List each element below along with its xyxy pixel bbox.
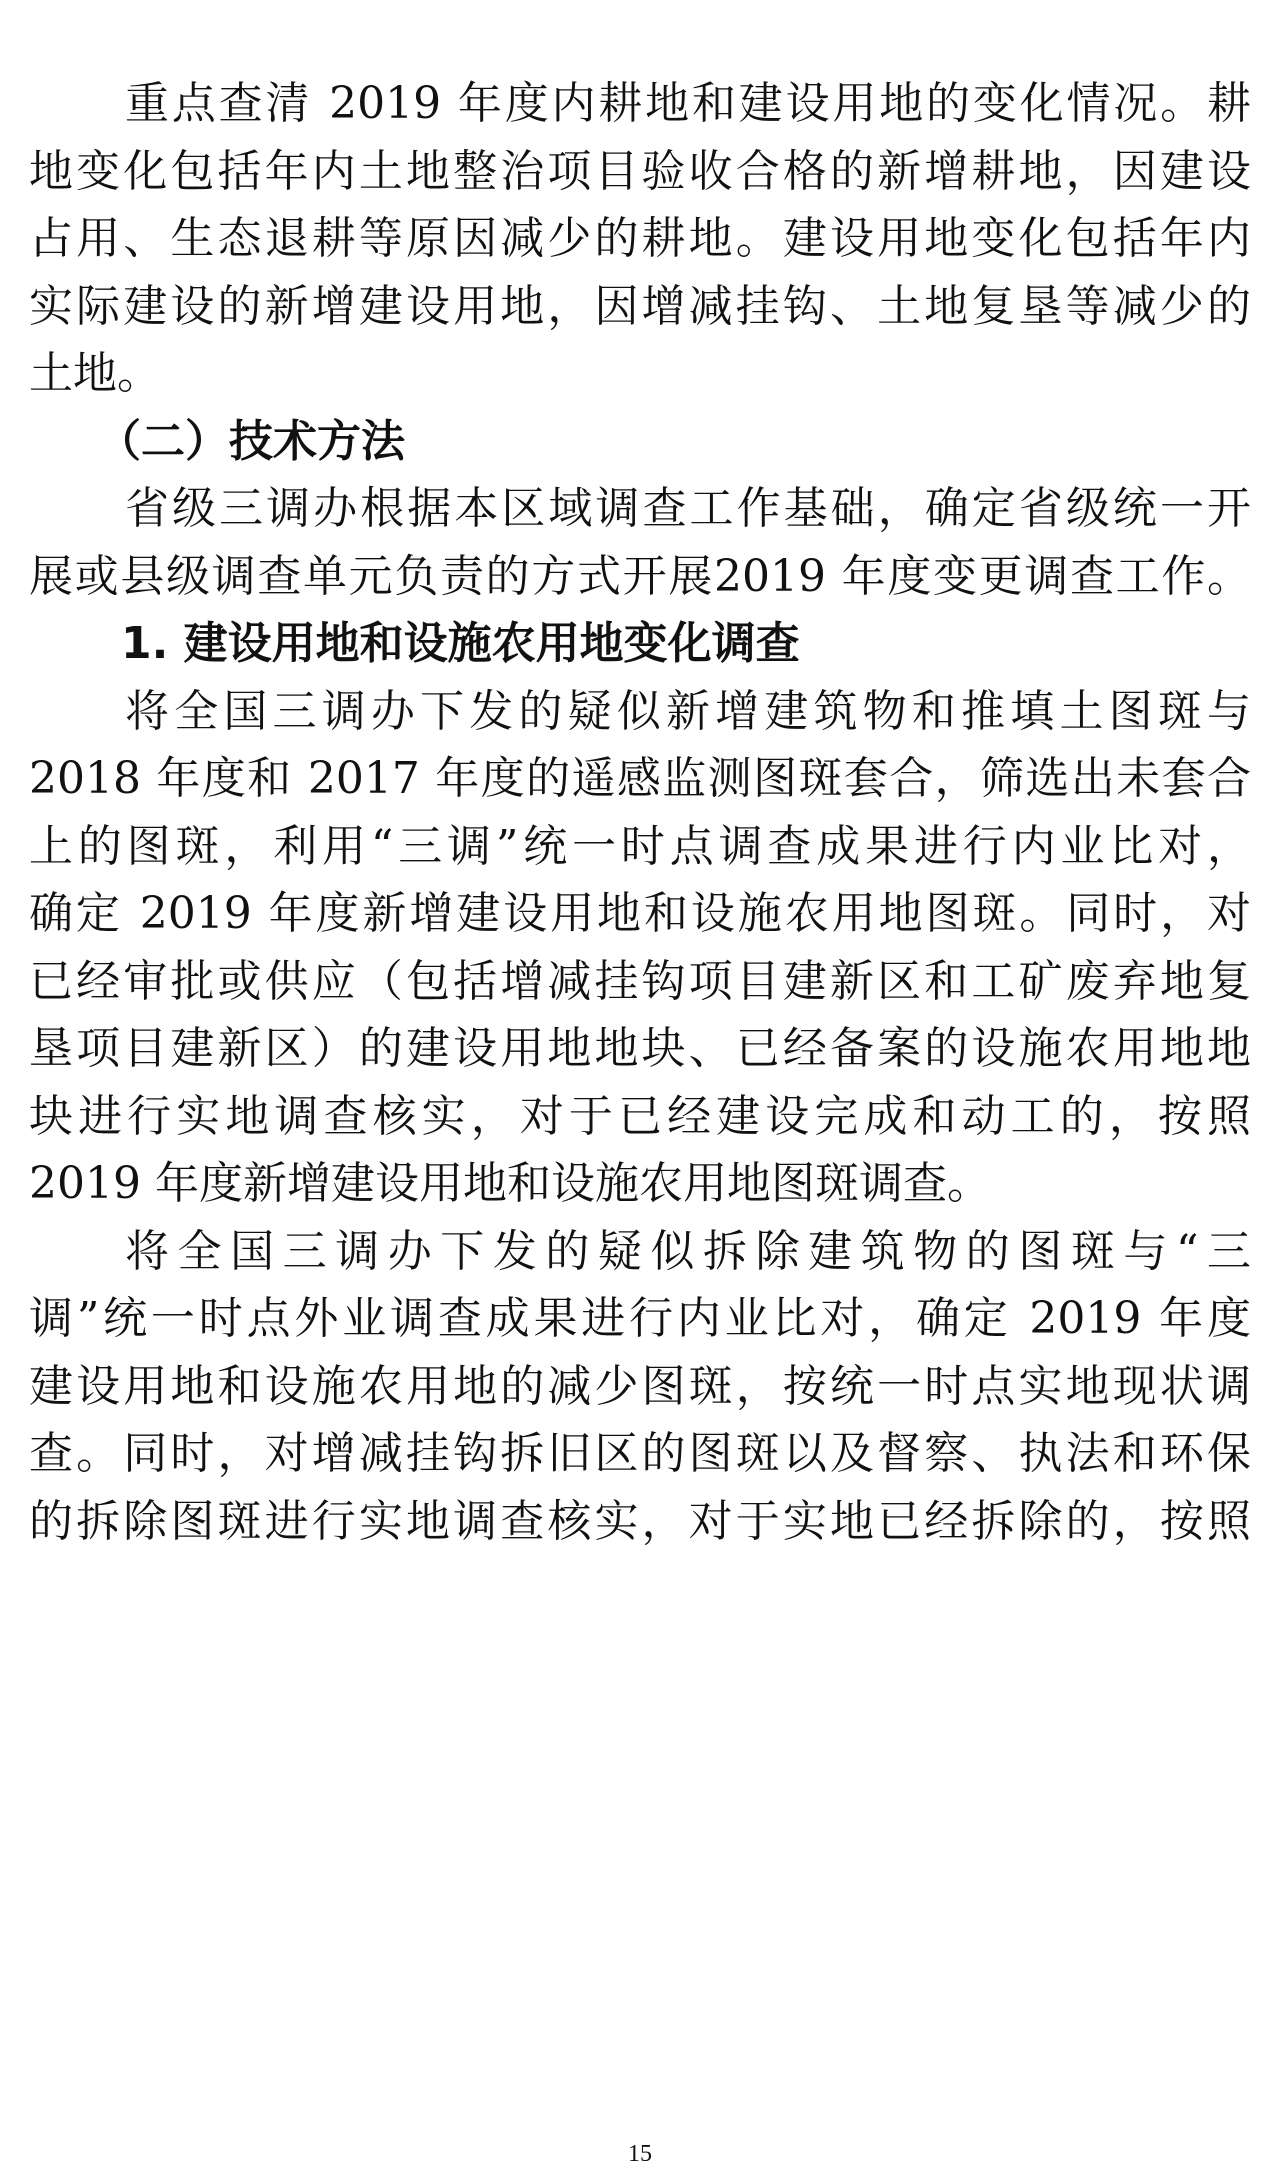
paragraph-line: 的拆除图斑进行实地调查核实，对于实地已经拆除的，按照 [29, 1496, 1251, 1547]
paragraph-line: 2018 年度和 2017 年度的遥感监测图斑套合，筛选出未套合 [29, 753, 1251, 804]
paragraph-line: 实际建设的新增建设用地，因增减挂钩、土地复垦等减少的 [29, 281, 1251, 332]
section-heading: （二）技术方法 [97, 416, 405, 467]
paragraph-line: 展或县级调查单元负责的方式开展2019 年度变更调查工作。 [29, 551, 1251, 602]
paragraph-line: 省级三调办根据本区域调查工作基础，确定省级统一开 [125, 483, 1251, 534]
paragraph-line: 调”统一时点外业调查成果进行内业比对，确定 2019 年度 [29, 1293, 1251, 1344]
paragraph-line: 占用、生态退耕等原因减少的耕地。建设用地变化包括年内 [29, 213, 1251, 264]
paragraph-line: 建设用地和设施农用地的减少图斑，按统一时点实地现状调 [29, 1361, 1251, 1412]
subsection-heading: 1. 建设用地和设施农用地变化调查 [121, 618, 800, 669]
paragraph-line: 2019 年度新增建设用地和设施农用地图斑调查。 [29, 1158, 991, 1209]
paragraph-line: 上的图斑，利用“三调”统一时点调查成果进行内业比对， [29, 821, 1251, 872]
paragraph-line: 确定 2019 年度新增建设用地和设施农用地图斑。同时，对 [29, 888, 1251, 939]
paragraph-line: 将全国三调办下发的疑似新增建筑物和推填土图斑与 [125, 686, 1251, 737]
page-number: 15 [628, 2141, 652, 2167]
paragraph-line: 土地。 [29, 348, 161, 399]
paragraph-line: 查。同时，对增减挂钩拆旧区的图斑以及督察、执法和环保 [29, 1428, 1251, 1479]
paragraph-line: 块进行实地调查核实，对于已经建设完成和动工的，按照 [29, 1091, 1251, 1142]
paragraph-line: 垦项目建新区）的建设用地地块、已经备案的设施农用地地 [29, 1023, 1251, 1074]
paragraph-line: 地变化包括年内土地整治项目验收合格的新增耕地，因建设 [29, 146, 1251, 197]
paragraph-line: 重点查清 2019 年度内耕地和建设用地的变化情况。耕 [125, 78, 1251, 129]
paragraph-line: 将全国三调办下发的疑似拆除建筑物的图斑与“三 [125, 1226, 1251, 1277]
paragraph-line: 已经审批或供应（包括增减挂钩项目建新区和工矿废弃地复 [29, 956, 1251, 1007]
